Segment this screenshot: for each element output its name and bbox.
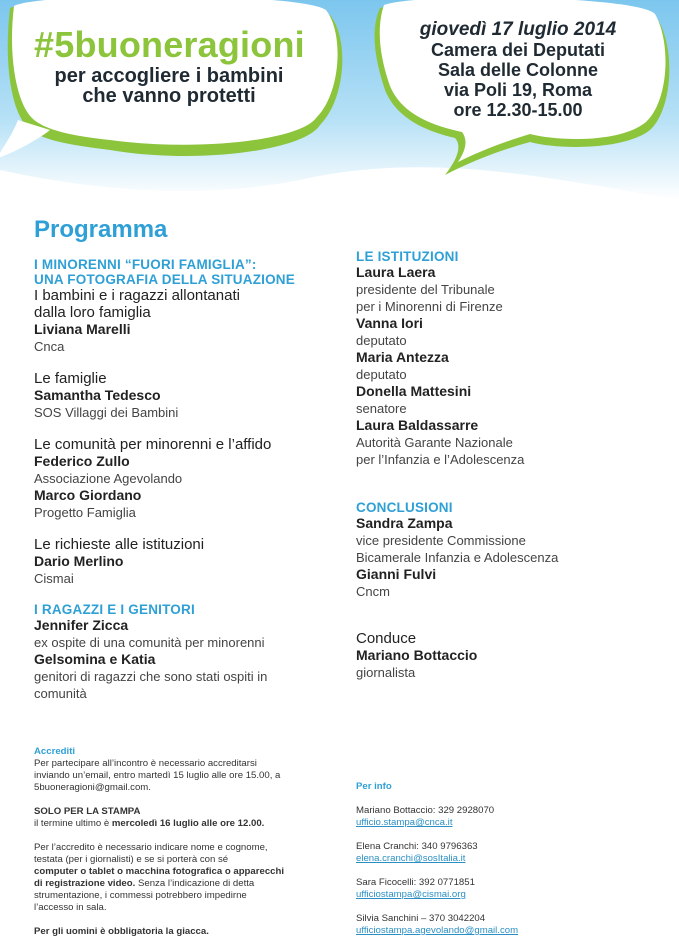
conduce-label: Conduce — [356, 630, 417, 647]
section-heading: CONCLUSIONI — [356, 500, 453, 515]
speaker-role: vice presidente Commissione — [356, 533, 526, 548]
speaker-role: Associazione Agevolando — [34, 471, 183, 486]
topic-title: dalla loro famiglia — [34, 304, 151, 321]
footer-text: 5buoneragioni@gmail.com. — [34, 782, 151, 793]
email-link[interactable]: ufficio.stampa@cnca.it — [356, 817, 453, 828]
footer-text-bold: mercoledì 16 luglio alle ore 12.00. — [111, 818, 265, 829]
speaker-name: Liviana Marelli — [34, 321, 131, 337]
subtitle-line: per accogliere i bambini — [54, 65, 284, 87]
programma-heading: Programma — [34, 216, 168, 243]
topic-title: Le comunità per minorenni e l’affido — [34, 436, 272, 453]
speaker-role: Cismai — [34, 571, 74, 586]
section-heading: I MINORENNI “FUORI FAMIGLIA”: — [34, 257, 257, 272]
speaker-role: SOS Villaggi dei Bambini — [34, 405, 179, 420]
event-address: via Poli 19, Roma — [443, 80, 593, 100]
speaker-role: presidente del Tribunale — [356, 282, 495, 297]
speaker-name: Vanna Iori — [356, 315, 423, 331]
event-date: giovedì 17 luglio 2014 — [419, 19, 617, 40]
subtitle-line: che vanno protetti — [82, 85, 256, 107]
footer-text — [34, 878, 324, 890]
speaker-role: Bicamerale Infanzia e Adolescenza — [356, 550, 559, 565]
topic-title: I bambini e i ragazzi allontanati — [34, 287, 240, 304]
speaker-name: Sandra Zampa — [356, 515, 453, 531]
speaker-role: Cncm — [356, 584, 390, 599]
footer-text: inviando un’email, entro martedì 15 luglio alle ore 15.00, a — [34, 770, 281, 781]
program-right-column — [356, 249, 656, 681]
event-room: Sala delle Colonne — [437, 60, 599, 80]
speaker-name: Jennifer Zicca — [34, 617, 129, 633]
footer-text: Per partecipare all’incontro è necessario accreditarsi — [34, 758, 257, 769]
speaker-name: Federico Zullo — [34, 453, 130, 469]
contact-line: Elena Cranchi: 340 9796363 — [356, 841, 478, 852]
footer-text: il termine ultimo è — [34, 818, 112, 829]
contact-info — [356, 781, 616, 937]
accreditation-info — [34, 746, 324, 938]
contact-line: Sara Ficocelli: 392 0771851 — [356, 877, 475, 888]
speaker-role: Autorità Garante Nazionale — [356, 435, 513, 450]
speaker-role: ex ospite di una comunità per minorenni — [34, 635, 265, 650]
footer-text: strumentazione, i commessi potrebbero impedirne — [34, 890, 247, 901]
speaker-name: Maria Antezza — [356, 349, 449, 365]
speaker-name: Marco Giordano — [34, 487, 142, 503]
speaker-role: genitori di ragazzi che sono stati ospiti in — [34, 669, 268, 684]
speaker-role: giornalista — [356, 665, 416, 680]
contact-line: Silvia Sanchini – 370 3042204 — [356, 913, 486, 924]
email-link[interactable]: elena.cranchi@sosItalia.it — [356, 853, 466, 864]
event-time: ore 12.30-15.00 — [453, 100, 583, 120]
subtitle — [0, 66, 338, 106]
speaker-role: deputato — [356, 367, 407, 382]
footer-text-bold: computer o tablet o macchina fotografica o apparecchi — [34, 866, 285, 877]
topic-title: Le famiglie — [34, 370, 107, 387]
section-heading: UNA FOTOGRAFIA DELLA SITUAZIONE — [34, 272, 295, 287]
speaker-name: Gianni Fulvi — [356, 566, 437, 582]
hashtag-title: #5buoneragioni — [34, 24, 305, 65]
speaker-name: Samantha Tedesco — [34, 387, 161, 403]
dress-code-note: Per gli uomini è obbligatoria la giacca. — [34, 926, 209, 937]
program-left-column — [34, 257, 334, 702]
speaker-role: Cnca — [34, 339, 65, 354]
email-link[interactable]: ufficiostampa.agevolando@gmail.com — [356, 925, 519, 936]
contact-heading: Per info — [356, 781, 392, 792]
speaker-name: Donella Mattesini — [356, 383, 472, 399]
event-info — [388, 20, 648, 120]
footer-text: testata (per i giornalisti) e se si porterà con sé — [34, 854, 229, 865]
speaker-name: Laura Baldassarre — [356, 417, 479, 433]
speaker-name: Mariano Bottaccio — [356, 647, 478, 663]
footer-text: Senza l’indicazione di detta — [135, 878, 255, 889]
email-link[interactable]: ufficiostampa@cismai.org — [356, 889, 466, 900]
contact-line: Mariano Bottaccio: 329 2928070 — [356, 805, 495, 816]
footer-text: l’accesso in sala. — [34, 902, 107, 913]
event-venue: Camera dei Deputati — [430, 40, 606, 60]
section-heading: I RAGAZZI E I GENITORI — [34, 602, 195, 617]
speaker-role: comunità — [34, 686, 87, 701]
speaker-role: per i Minorenni di Firenze — [356, 299, 503, 314]
footer-text-bold: di registrazione video. — [34, 878, 136, 889]
speaker-name: Gelsomina e Katia — [34, 651, 156, 667]
section-heading: LE ISTITUZIONI — [356, 249, 459, 264]
footer-text: Per l’accredito è necessario indicare nome e cognome, — [34, 842, 268, 853]
topic-title: Le richieste alle istituzioni — [34, 536, 205, 553]
accreditation-heading: Accrediti — [34, 746, 76, 757]
press-deadline — [34, 818, 324, 830]
press-heading: SOLO PER LA STAMPA — [34, 806, 141, 817]
speaker-role: Progetto Famiglia — [34, 505, 136, 520]
speaker-name: Laura Laera — [356, 264, 436, 280]
speaker-role: per l’Infanzia e l’Adolescenza — [356, 452, 525, 467]
speaker-name: Dario Merlino — [34, 553, 124, 569]
speaker-role: senatore — [356, 401, 407, 416]
speaker-role: deputato — [356, 333, 407, 348]
